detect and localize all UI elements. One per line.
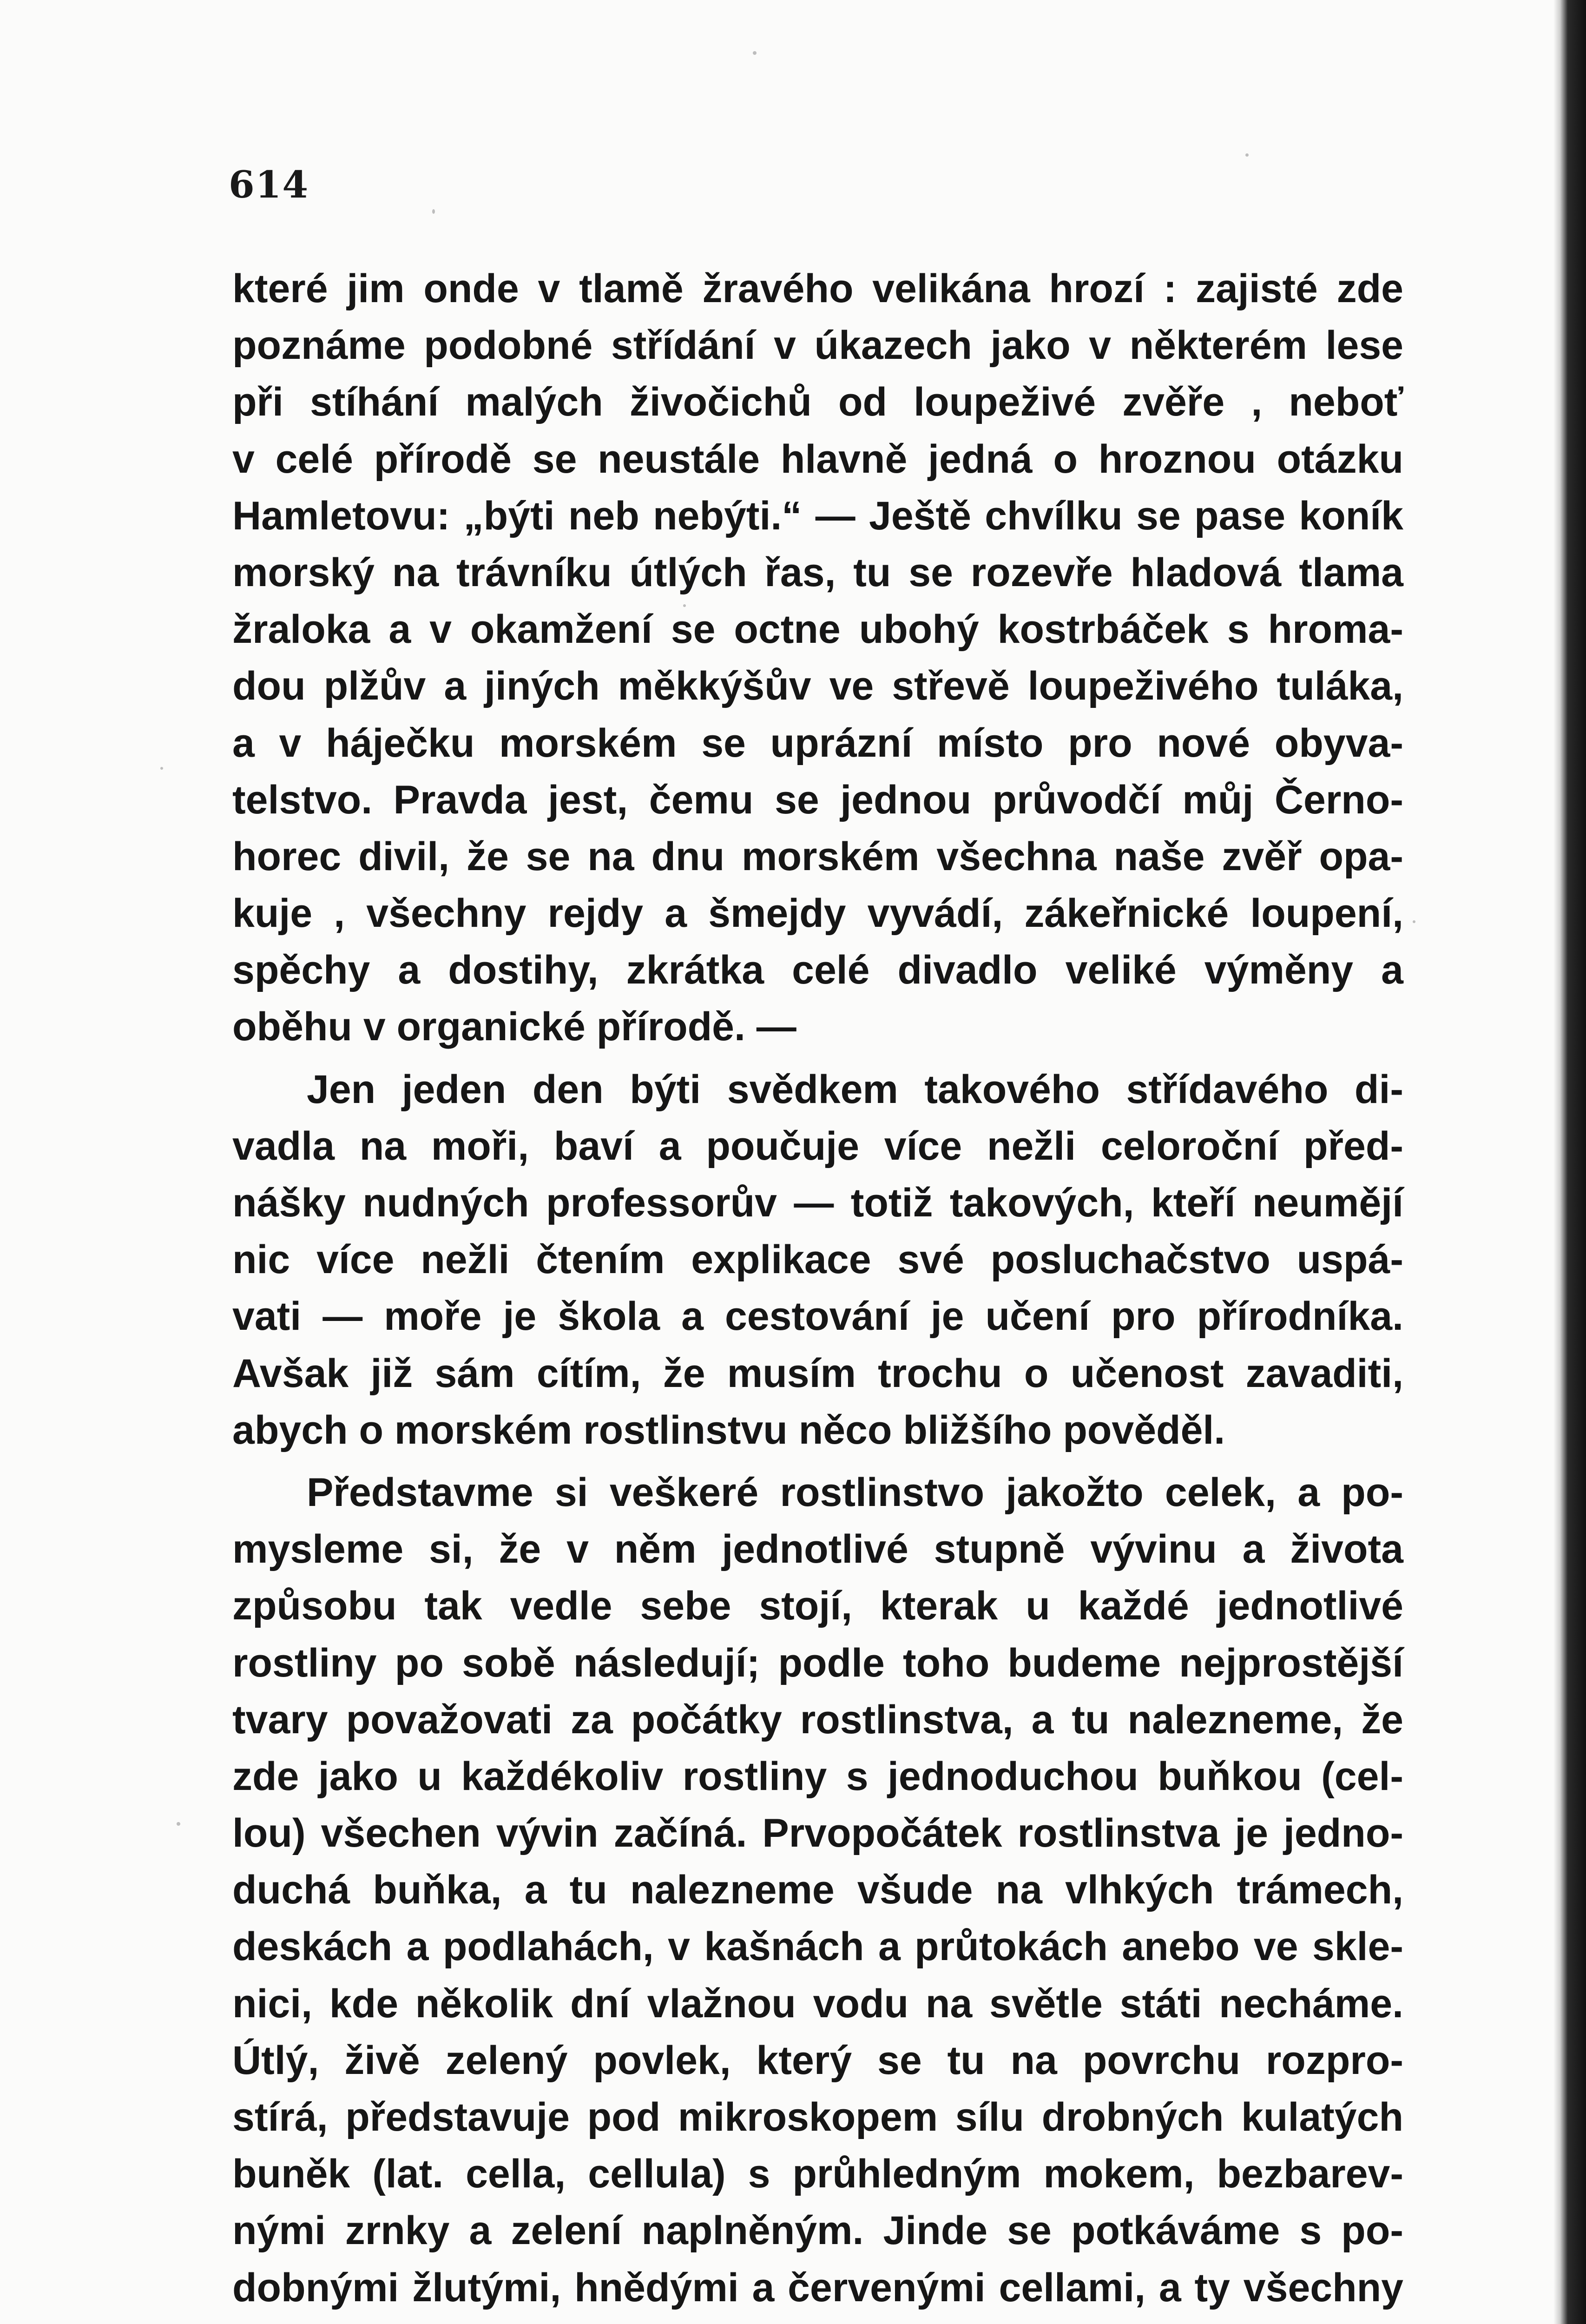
text-line: zde jako u každékoliv rostliny s jednoduchou buňkou (cel- [232,1754,1403,1799]
dust-speck [1413,920,1415,923]
text-line: nic více nežli čtením explikace své posluchačstvo uspá- [232,1237,1403,1282]
text-line: nými zrnky a zelení naplněným. Jinde se potkáváme s po- [232,2208,1403,2253]
text-line: horec divil, že se na dnu morském všechna naše zvěř opa- [232,834,1403,879]
text-line: morský na trávníku útlých řas, tu se rozevře hladová tlama [232,550,1403,595]
text-line: při stíhání malých živočichů od loupeživé zvěře , neboť [232,380,1403,425]
text-line: oběhu v organické přírodě. — [232,1004,796,1050]
text-line: Představme si veškeré rostlinstvo jakožto celek, a po- [307,1470,1403,1515]
text-line: mysleme si, že v něm jednotlivé stupně vývinu a života [232,1527,1403,1572]
text-line: dobnými žlutými, hnědými a červenými cellami, a ty všechny [232,2265,1403,2310]
text-line: nici, kde několik dní vlažnou vodu na světle státi necháme. [232,1981,1403,2026]
text-line: kuje , všechny rejdy a šmejdy vyvádí, zákeřnické loupení, [232,891,1403,936]
text-line: spěchy a dostihy, zkrátka celé divadlo veliké výměny a [232,948,1403,993]
dust-speck [177,1822,180,1826]
paragraph-1 [232,260,1403,1056]
text-line: dou plžův a jiných měkkýšův ve střevě loupeživého tuláka, [232,664,1403,709]
scan-edge [1560,0,1586,2324]
text-line: rostliny po sobě následují; podle toho budeme nejprostější [232,1640,1403,1685]
text-line: nášky nudných professorův — totiž takových, kteří neumějí [232,1181,1403,1225]
text-line: lou) všechen vývin začíná. Prvopočátek rostlinstva je jedno- [232,1811,1403,1856]
body-text [232,260,1403,2316]
dust-speck [753,51,757,55]
text-line: které jim onde v tlamě žravého velikána hrozí : zajisté zde [232,266,1403,311]
paragraph-2 [232,1061,1403,1459]
text-line: vati — moře je škola a cestování je učení pro přírodníka. [232,1294,1403,1339]
text-line: buněk (lat. cella, cellula) s průhledným mokem, bezbarev- [232,2152,1403,2197]
text-line: a v háječku morském se uprázní místo pro nové obyva- [232,720,1403,766]
text-line: telstvo. Pravda jest, čemu se jednou průvodčí můj Černo- [232,777,1403,822]
text-line: způsobu tak vedle sebe stojí, kterak u každé jednotlivé [232,1584,1403,1629]
text-line: tvary považovati za počátky rostlinstva, a tu nalezneme, že [232,1697,1403,1742]
dust-speck [432,209,435,214]
paragraph-gap [232,1459,1403,1464]
text-line: poznáme podobné střídání v úkazech jako v některém lese [232,323,1403,368]
scan-shadow [1553,0,1560,2324]
text-line: duchá buňka, a tu nalezneme všude na vlhkých trámech, [232,1868,1403,1913]
text-line: deskách a podlahách, v kašnách a průtokách anebo ve skle- [232,1924,1403,1969]
page-number: 614 [229,163,309,206]
text-line: abych o morském rostlinstvu něco bližšího pověděl. [232,1407,1225,1452]
text-line: v celé přírodě se neustále hlavně jedná o hroznou otázku [232,436,1403,482]
text-line: Hamletovu: „býti neb nebýti.“ — Ještě chvílku se pase koník [232,493,1403,538]
text-line: žraloka a v okamžení se octne ubohý kostrbáček s hroma- [232,607,1403,652]
text-line: vadla na moři, baví a poučuje více nežli celoroční před- [232,1123,1403,1169]
dust-speck [1245,153,1249,157]
text-line: Avšak již sám cítím, že musím trochu o učenost zavaditi, [232,1351,1403,1396]
text-line: Jen jeden den býti svědkem takového střídavého di- [307,1067,1403,1112]
paragraph-3 [232,1464,1403,2316]
dust-speck [160,767,163,770]
text-line: stírá, představuje pod mikroskopem sílu drobných kulatých [232,2095,1403,2139]
paragraph-gap [232,1056,1403,1061]
text-line: Útlý, živě zelený povlek, který se tu na povrchu rozpro- [232,2038,1403,2083]
